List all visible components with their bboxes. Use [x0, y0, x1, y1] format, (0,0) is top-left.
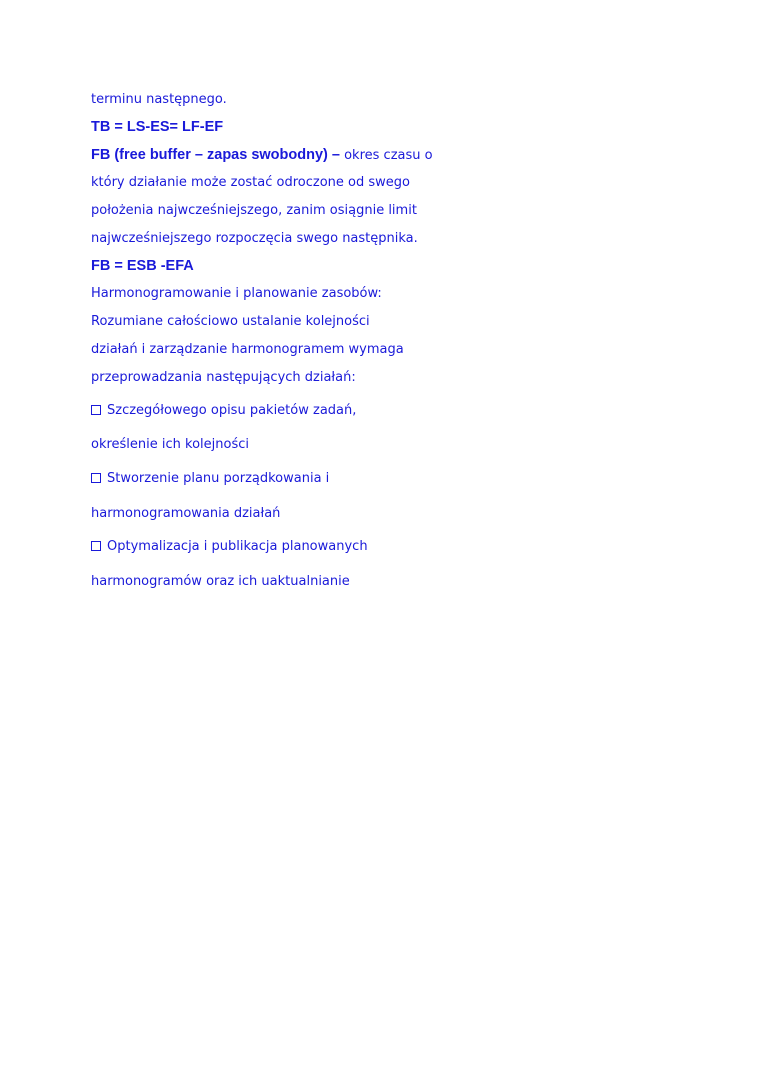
text-line: Harmonogramowanie i planowanie zasobów:: [91, 286, 382, 301]
list-item: [91, 471, 329, 487]
text-line: położenia najwcześniejszego, zanim osiągnie limit: [91, 203, 417, 218]
text-line: terminu następnego.: [91, 92, 227, 107]
text-line: określenie ich kolejności: [91, 437, 249, 452]
fb-description: okres czasu o: [339, 148, 433, 163]
text-line: Rozumiane całościowo ustalanie kolejności: [91, 314, 370, 329]
text-line-fb-definition: [91, 147, 433, 164]
checkbox-square-icon: [91, 405, 101, 415]
text-line: najwcześniejszego rozpoczęcia swego następnika.: [91, 231, 418, 246]
formula-tb: TB = LS-ES= LF-EF: [91, 119, 224, 135]
text-line: który działanie może zostać odroczone od swego: [91, 175, 410, 190]
text-line: harmonogramowania działań: [91, 506, 281, 521]
text-line: przeprowadzania następujących działań:: [91, 370, 356, 385]
text-line: działań i zarządzanie harmonogramem wymaga: [91, 342, 404, 357]
list-item-text: Stworzenie planu porządkowania i: [107, 471, 330, 486]
list-item: [91, 403, 356, 419]
fb-term: FB (free buffer – zapas swobodny) –: [91, 147, 340, 163]
list-item-text: Optymalizacja i publikacja planowanych: [107, 539, 368, 554]
list-item: [91, 539, 368, 555]
text-line: harmonogramów oraz ich uaktualnianie: [91, 574, 350, 589]
checkbox-square-icon: [91, 541, 101, 551]
checkbox-square-icon: [91, 473, 101, 483]
list-item-text: Szczegółowego opisu pakietów zadań,: [107, 403, 357, 418]
formula-fb: FB = ESB -EFA: [91, 258, 194, 274]
